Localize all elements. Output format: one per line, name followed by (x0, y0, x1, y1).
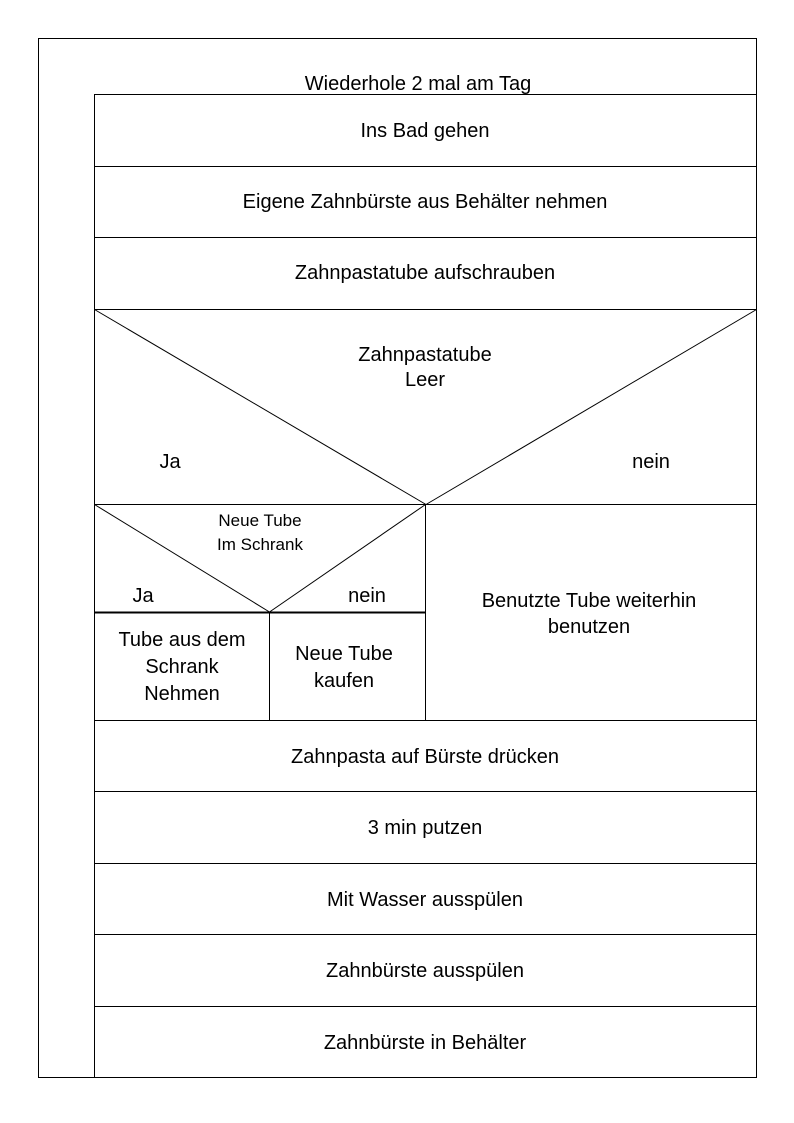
step-tube-aufschrauben: Zahnpastatube aufschrauben (294, 262, 556, 284)
step-zahnpasta-druecken: Zahnpasta auf Bürste drücken (291, 746, 559, 768)
decision-inner-yes-branch-line1: Tube aus dem (118, 629, 246, 651)
decision-inner-yes-label: Ja (132, 585, 154, 607)
decision-inner-no-label: nein (348, 585, 386, 607)
decision-inner-no-branch-line1: Neue Tube (295, 643, 393, 665)
decision-inner-yes-branch-line3: Nehmen (144, 683, 220, 705)
step-ins-bad-gehen: Ins Bad gehen (360, 120, 490, 142)
decision-outer-diagonal-left (95, 310, 427, 505)
loop-condition: Wiederhole 2 mal am Tag (304, 73, 532, 95)
steps-before (95, 120, 757, 310)
decision-inner-no-branch-line2: kaufen (313, 670, 375, 692)
decision-outer-condition-line2: Leer (404, 369, 446, 391)
decision-outer-no-label: nein (632, 451, 670, 473)
decision-outer-no-branch-line1: Benutzte Tube weiterhin (481, 590, 697, 612)
decision-inner-condition-line2: Im Schrank (217, 535, 303, 554)
step-putzen: 3 min putzen (367, 817, 483, 839)
step-zahnbuerste-in-behaelter: Zahnbürste in Behälter (323, 1032, 527, 1054)
step-wasser-ausspuelen: Mit Wasser ausspülen (327, 889, 523, 911)
decision-inner-condition-line1: Neue Tube (218, 511, 302, 530)
decision-outer-condition-line1: Zahnpastatube (358, 344, 492, 366)
decision-inner-yes-branch-line2: Schrank (145, 656, 219, 678)
step-zahnbuerste-ausspuelen: Zahnbürste ausspülen (326, 960, 524, 982)
decision-outer-yes-label: Ja (159, 451, 181, 473)
decision-outer-no-branch-line2: benutzen (547, 616, 631, 638)
decision-outer-diagonal-right (426, 310, 757, 505)
step-zahnbuerste-nehmen: Eigene Zahnbürste aus Behälter nehmen (242, 191, 608, 213)
